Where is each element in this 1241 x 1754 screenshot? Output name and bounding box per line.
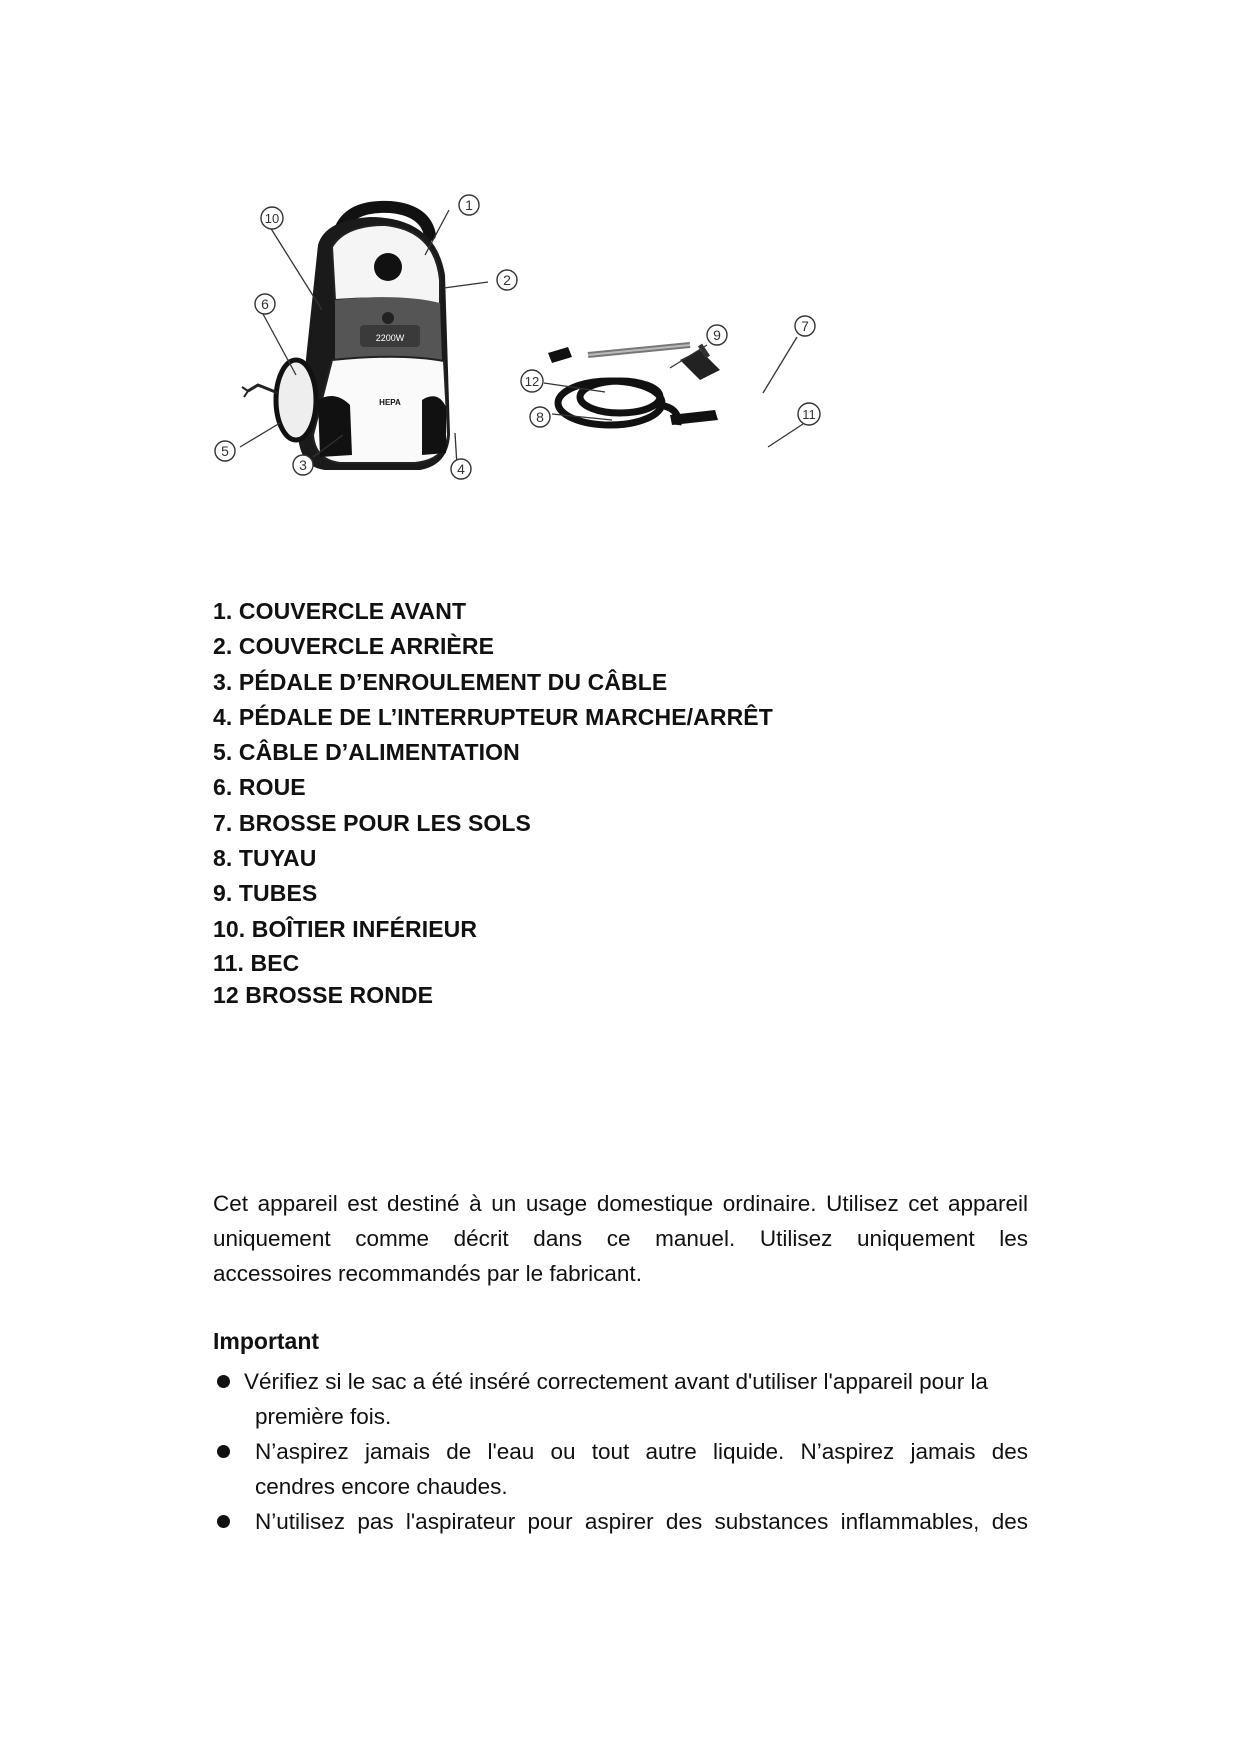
callout-3 (293, 455, 313, 475)
intro-line: uniquement comme décrit dans ce manuel. Utilisez uniquement les (213, 1226, 1028, 1251)
parts-list-item: 2. COUVERCLE ARRIÈRE (213, 633, 495, 660)
product-illustration (200, 185, 880, 530)
parts-list-item: 11. BEC (213, 949, 300, 976)
parts-list-item: 8. TUYAU (213, 845, 317, 872)
accessories-drawing (548, 345, 720, 425)
svg-text:4: 4 (457, 461, 465, 477)
parts-list-item: 10. BOÎTIER INFÉRIEUR (213, 915, 478, 942)
intro-line: Cet appareil est destiné à un usage domestique ordinaire. Utilisez cet appareil (213, 1191, 1028, 1216)
svg-text:7: 7 (801, 318, 809, 334)
parts-list-item: 1. COUVERCLE AVANT (213, 598, 467, 624)
svg-text:12: 12 (524, 374, 540, 389)
svg-text:1: 1 (465, 197, 473, 213)
parts-list-item: 3. PÉDALE D’ENROULEMENT DU CÂBLE (213, 668, 668, 695)
svg-text:2: 2 (503, 272, 511, 288)
svg-text:8: 8 (536, 409, 544, 425)
callout-5 (215, 441, 235, 461)
bullet-line: N’aspirez jamais de l'eau ou tout autre liquide. N’aspirez jamais des (255, 1439, 1028, 1464)
parts-list-item: 9. TUBES (213, 880, 318, 907)
parts-list (213, 594, 773, 1011)
bullet-dot-icon (217, 1445, 230, 1458)
callout-1 (459, 195, 479, 215)
callout-4 (451, 459, 471, 479)
svg-text:6: 6 (261, 296, 269, 312)
power-label: 2200W (375, 333, 405, 343)
intro-line: accessoires recommandés par le fabricant. (213, 1261, 642, 1286)
bullet-dot-icon (217, 1515, 230, 1528)
parts-list-item: 12 BROSSE RONDE (213, 981, 434, 1008)
bullet-line: cendres encore chaudes. (255, 1474, 508, 1499)
bullet-item (213, 1504, 1028, 1539)
parts-list-item: 5. CÂBLE D’ALIMENTATION (213, 739, 520, 766)
svg-text:10: 10 (264, 211, 280, 226)
parts-list-item: 7. BROSSE POUR LES SOLS (213, 809, 531, 836)
important-heading: Important (213, 1328, 320, 1354)
svg-text:11: 11 (802, 407, 816, 422)
bullet-line: Vérifiez si le sac a été inséré correctement avant d'utiliser l'appareil pour la (244, 1369, 988, 1394)
callout-6 (255, 294, 275, 314)
brand-label: HEPA (379, 398, 401, 407)
svg-text:5: 5 (221, 443, 229, 459)
bullet-line: première fois. (255, 1404, 392, 1429)
callout-12 (521, 370, 543, 392)
callout-7 (795, 316, 815, 336)
parts-list-item: 4. PÉDALE DE L’INTERRUPTEUR MARCHE/ARRÊT (213, 703, 773, 730)
bullet-item (213, 1364, 1028, 1434)
intro-paragraph (213, 1186, 1028, 1291)
svg-text:9: 9 (713, 327, 721, 343)
callout-2 (497, 270, 517, 290)
important-bullet-list (213, 1364, 1028, 1539)
callout-11 (798, 403, 820, 425)
bullet-line: N’utilisez pas l'aspirateur pour aspirer des substances inflammables, des (255, 1509, 1028, 1534)
bullet-dot-icon (217, 1375, 230, 1388)
parts-list-item: 6. ROUE (213, 774, 306, 801)
svg-text:3: 3 (299, 457, 307, 473)
callout-8 (530, 407, 550, 427)
callout-10 (261, 207, 283, 229)
bullet-item (213, 1434, 1028, 1504)
callout-9 (707, 325, 727, 345)
vacuum-cleaner-drawing (242, 207, 450, 470)
